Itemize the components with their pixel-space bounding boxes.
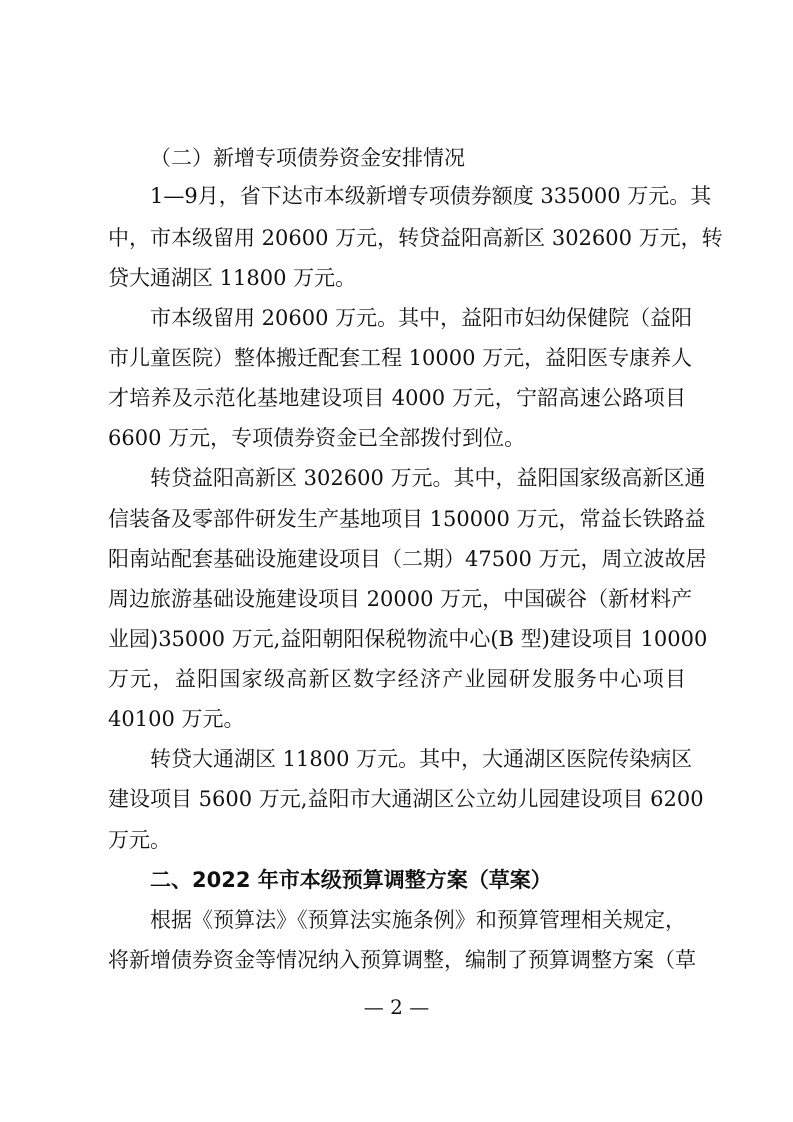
para2-line4: 6600 万元，专项债券资金已全部拨付到位。 (108, 426, 526, 450)
section-heading: （二）新增专项债券资金安排情况 (150, 146, 465, 170)
para3-line1: 转贷益阳高新区 302600 万元。其中，益阳国家级高新区通 (150, 466, 706, 490)
para2-line3: 才培养及示范化基地建设项目 4000 万元，宁韶高速公路项目 (108, 386, 686, 410)
para4-line3: 万元。 (108, 828, 171, 852)
para1-line1: 1—9月，省下达市本级新增专项债券额度 335000 万元。其 (150, 184, 712, 208)
para1-line2: 中，市本级留用 20600 万元，转贷益阳高新区 302600 万元，转 (108, 226, 723, 250)
para3-line4: 周边旅游基础设施建设项目 20000 万元，中国碳谷（新材料产 (108, 587, 693, 611)
para3-line2: 信装备及零部件研发生产基地项目 150000 万元，常益长铁路益 (108, 507, 706, 531)
para4-line2: 建设项目 5600 万元,益阳市大通湖区公立幼儿园建设项目 6200 (108, 787, 704, 811)
para4-line1: 转贷大通湖区 11800 万元。其中，大通湖区医院传染病区 (150, 747, 693, 771)
para5-line1: 根据《预算法》《预算法实施条例》和预算管理相关规定， (150, 908, 686, 932)
para3-line5: 业园)35000 万元,益阳朝阳保税物流中心(B 型)建设项目 10000 (108, 627, 708, 651)
page-number: — 2 — (363, 995, 430, 1019)
para2-line2: 市儿童医院）整体搬迁配套工程 10000 万元，益阳医专康养人 (108, 346, 693, 370)
para3-line3: 阳南站配套基础设施建设项目（二期）47500 万元，周立波故居 (108, 547, 707, 571)
para3-line6: 万元，益阳国家级高新区数字经济产业园研发服务中心项目 (108, 667, 686, 691)
section-heading-2: 二、2022 年市本级预算调整方案（草案） (150, 868, 552, 892)
para3-line7: 40100 万元。 (108, 707, 245, 731)
para2-line1: 市本级留用 20600 万元。其中，益阳市妇幼保健院（益阳 (150, 306, 693, 330)
para5-line2: 将新增债券资金等情况纳入预算调整，编制了预算调整方案（草 (108, 948, 696, 972)
para1-line3: 贷大通湖区 11800 万元。 (108, 266, 357, 290)
